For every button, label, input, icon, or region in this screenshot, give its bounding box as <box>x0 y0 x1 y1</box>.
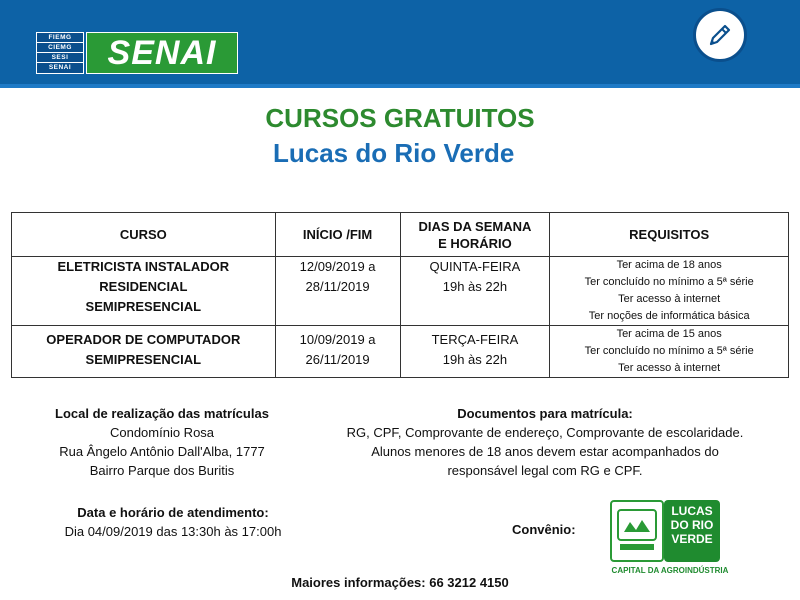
page-title: CURSOS GRATUITOS <box>265 103 535 133</box>
cell-dias: TERÇA-FEIRA 19h às 22h <box>400 326 550 378</box>
documentos-heading: Documentos para matrícula: <box>457 406 633 421</box>
cell-requisitos: Ter acima de 15 anos Ter concluído no mínimo a 5ª série Ter acesso à internet <box>550 326 789 378</box>
atendimento-heading: Data e horário de atendimento: <box>77 505 269 520</box>
courses-table <box>11 212 789 378</box>
header-divider <box>0 84 800 88</box>
cell-curso: OPERADOR DE COMPUTADOR SEMIPRESENCIAL <box>12 326 276 378</box>
pencil-icon <box>705 20 735 50</box>
lrv-wordmark: LUCAS DO RIO VERDE <box>664 500 720 562</box>
local-section: Local de realização das matrículas Condomínio Rosa Rua Ângelo Antônio Dall'Alba, 1777 Bairro Parque dos Buritis <box>30 404 294 480</box>
header-requisitos: REQUISITOS <box>550 213 789 257</box>
convenio-label: Convênio: <box>512 522 576 537</box>
cell-datas: 10/09/2019 a 26/11/2019 <box>275 326 400 378</box>
local-heading: Local de realização das matrículas <box>55 406 269 421</box>
edit-button[interactable] <box>693 8 747 62</box>
lrv-tagline: CAPITAL DA AGROINDÚSTRIA <box>611 566 729 575</box>
cell-datas: 12/09/2019 a 28/11/2019 <box>275 257 400 326</box>
page-subtitle: Lucas do Rio Verde <box>273 138 515 168</box>
cell-curso: ELETRICISTA INSTALADOR RESIDENCIAL SEMIPRESENCIAL <box>12 257 276 326</box>
senai-logo: SENAI <box>86 32 238 74</box>
documentos-section: Documentos para matrícula: RG, CPF, Comprovante de endereço, Comprovante de escolaridade. Alunos menores de 18 anos devem estar acompanhados do responsável legal com RG e CPF. <box>300 404 790 480</box>
cell-requisitos: Ter acima de 18 anos Ter concluído no mínimo a 5ª série Ter acesso à internet Ter noções de informática básica <box>550 257 789 326</box>
header-inicio-fim: INÍCIO /FIM <box>275 213 400 257</box>
cell-dias: QUINTA-FEIRA 19h às 22h <box>400 257 550 326</box>
header-curso: CURSO <box>12 213 276 257</box>
lucas-do-rio-verde-logo <box>610 500 730 582</box>
header-dias: DIAS DA SEMANA E HORÁRIO <box>400 213 550 257</box>
atendimento-section: Data e horário de atendimento: Dia 04/09/2019 das 13:30h às 17:00h <box>40 503 306 541</box>
table-row <box>12 326 789 378</box>
footer-info: Maiores informações: 66 3212 4150 <box>291 575 509 590</box>
fiemg-logo: FIEMG CIEMG SESI SENAI <box>36 32 84 74</box>
table-header-row <box>12 213 789 257</box>
crest-icon <box>610 500 664 562</box>
table-row <box>12 257 789 326</box>
